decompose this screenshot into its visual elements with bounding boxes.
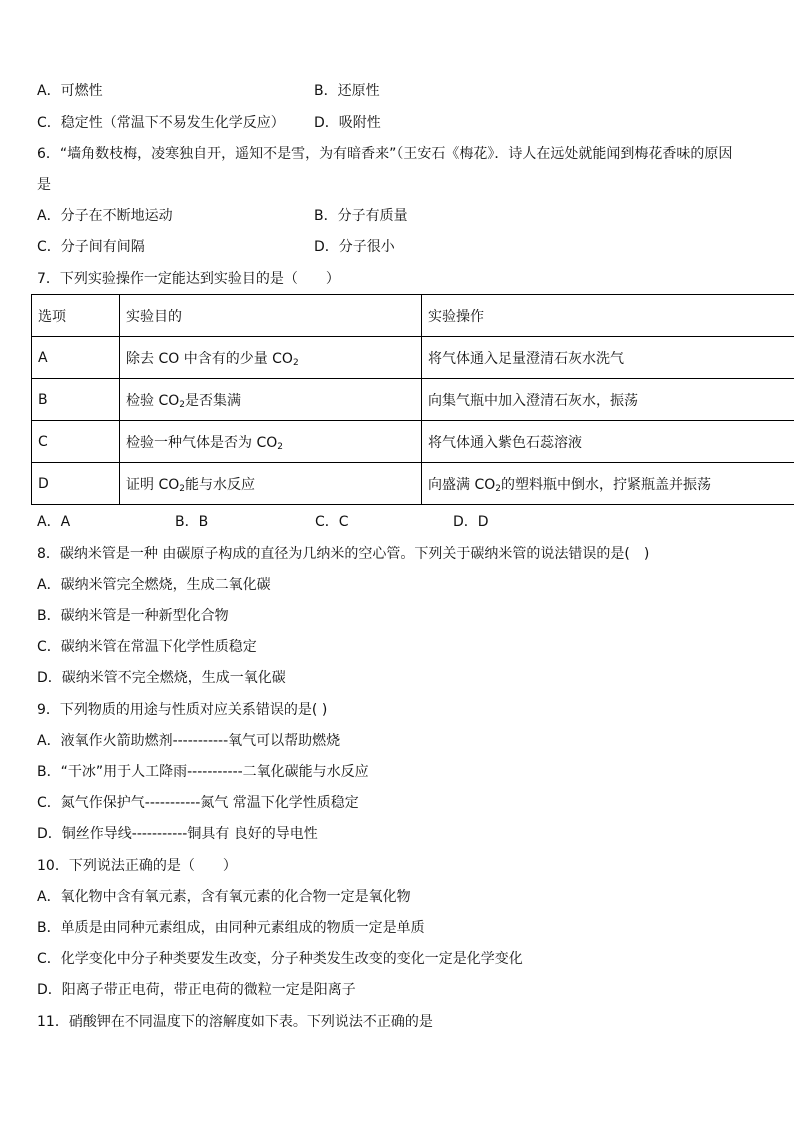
table-cell-option: C [32,421,120,463]
cell-text: 向盛满 CO [428,476,496,493]
q5-option-a: A．可燃性 [37,83,103,99]
table-header-cell: 实验操作 [422,295,794,337]
q6-option-d: D．分子很小 [314,239,395,255]
q8-option-c: C．碳纳米管在常温下化学性质稳定 [37,639,257,655]
table-cell-operation [422,463,794,505]
q9-option-d: D．铜丝作导线-----------铜具有 良好的导电性 [37,826,318,842]
cell-text: 是否集满 [184,392,241,409]
q5-option-c: C．稳定性（常温下不易发生化学反应） [37,115,285,131]
table-cell-operation [422,379,794,421]
table-row [32,337,794,379]
q7-stem: 7．下列实验操作一定能达到实验目的是（ ） [37,271,340,287]
table-header-row [32,295,794,337]
q8-option-d: D．碳纳米管不完全燃烧，生成一氧化碳 [37,670,286,686]
cell-text: 将气体通入紫色石蕊溶液 [428,434,582,451]
q6-option-b: B．分子有质量 [314,208,408,224]
table-header-cell: 选项 [32,295,120,337]
q7-option-a: A．A [37,514,71,530]
table-cell-goal [120,337,422,379]
cell-text: 的塑料瓶中倒水，拧紧瓶盖并振荡 [500,476,711,493]
table-row [32,379,794,421]
table-cell-option: A [32,337,120,379]
q10-stem: 10．下列说法正确的是（ ） [37,858,237,874]
table-cell-goal [120,463,422,505]
q6-option-c: C．分子间有间隔 [37,239,145,255]
cell-text: 向集气瓶中加入澄清石灰水，振荡 [428,392,638,409]
subscript: 2 [179,483,185,494]
q7-table [31,294,794,505]
subscript: 2 [179,399,185,410]
cell-text: 将气体通入足量澄清石灰水洗气 [428,350,624,367]
table-cell-option: B [32,379,120,421]
subscript: 2 [292,357,299,368]
q5-option-d: D．吸附性 [314,115,381,131]
cell-text: 检验 CO [126,392,180,409]
q10-option-b: B．单质是由同种元素组成，由同种元素组成的物质一定是单质 [37,920,425,936]
cell-text: 检验一种气体是否为 CO [126,434,278,451]
q8-option-b: B．碳纳米管是一种新型化合物 [37,608,229,624]
table-row [32,421,794,463]
table-cell-option: D [32,463,120,505]
q8-option-a: A．碳纳米管完全燃烧，生成二氧化碳 [37,577,271,593]
table-row [32,463,794,505]
q6-stem-line1: 6．“墙角数枝梅，凌寒独自开，遥知不是雪，为有暗香来”（王安石《梅花》．诗人在远处就能闻到梅花香味的原因 [37,146,733,162]
table-cell-operation [422,421,794,463]
q9-option-c: C．氮气作保护气-----------氮气 常温下化学性质稳定 [37,795,359,811]
cell-text: 能与水反应 [184,476,255,493]
q6-option-a: A．分子在不断地运动 [37,208,173,224]
q10-option-d: D．阳离子带正电荷，带正电荷的微粒一定是阳离子 [37,982,356,998]
q9-stem: 9．下列物质的用途与性质对应关系错误的是( ) [37,702,328,718]
q6-stem-line2: 是 [37,177,51,193]
table-cell-goal [120,379,422,421]
q7-option-d: D．D [453,514,489,530]
q9-option-b: B．“干冰”用于人工降雨-----------二氧化碳能与水反应 [37,764,369,780]
cell-text: 证明 CO [126,476,180,493]
q5-option-b: B．还原性 [314,83,380,99]
q9-option-a: A．液氧作火箭助燃剂-----------氧气可以帮助燃烧 [37,733,341,749]
table-header-cell: 实验目的 [120,295,422,337]
q7-option-c: C．C [315,514,349,530]
q7-option-b: B．B [175,514,209,530]
q8-stem: 8．碳纳米管是一种 由碳原子构成的直径为几纳米的空心管。下列关于碳纳米管的说法错误的是( ) [37,546,650,562]
q11-stem: 11．硝酸钾在不同温度下的溶解度如下表。下列说法不正确的是 [37,1014,433,1030]
q10-option-a: A．氧化物中含有氧元素，含有氧元素的化合物一定是氧化物 [37,889,411,905]
table-cell-goal [120,421,422,463]
table-cell-operation [422,337,794,379]
cell-text: 除去 CO 中含有的少量 CO [126,350,293,367]
q10-option-c: C．化学变化中分子种类要发生改变，分子种类发生改变的变化一定是化学变化 [37,951,523,967]
subscript: 2 [495,483,501,494]
subscript: 2 [277,441,283,452]
